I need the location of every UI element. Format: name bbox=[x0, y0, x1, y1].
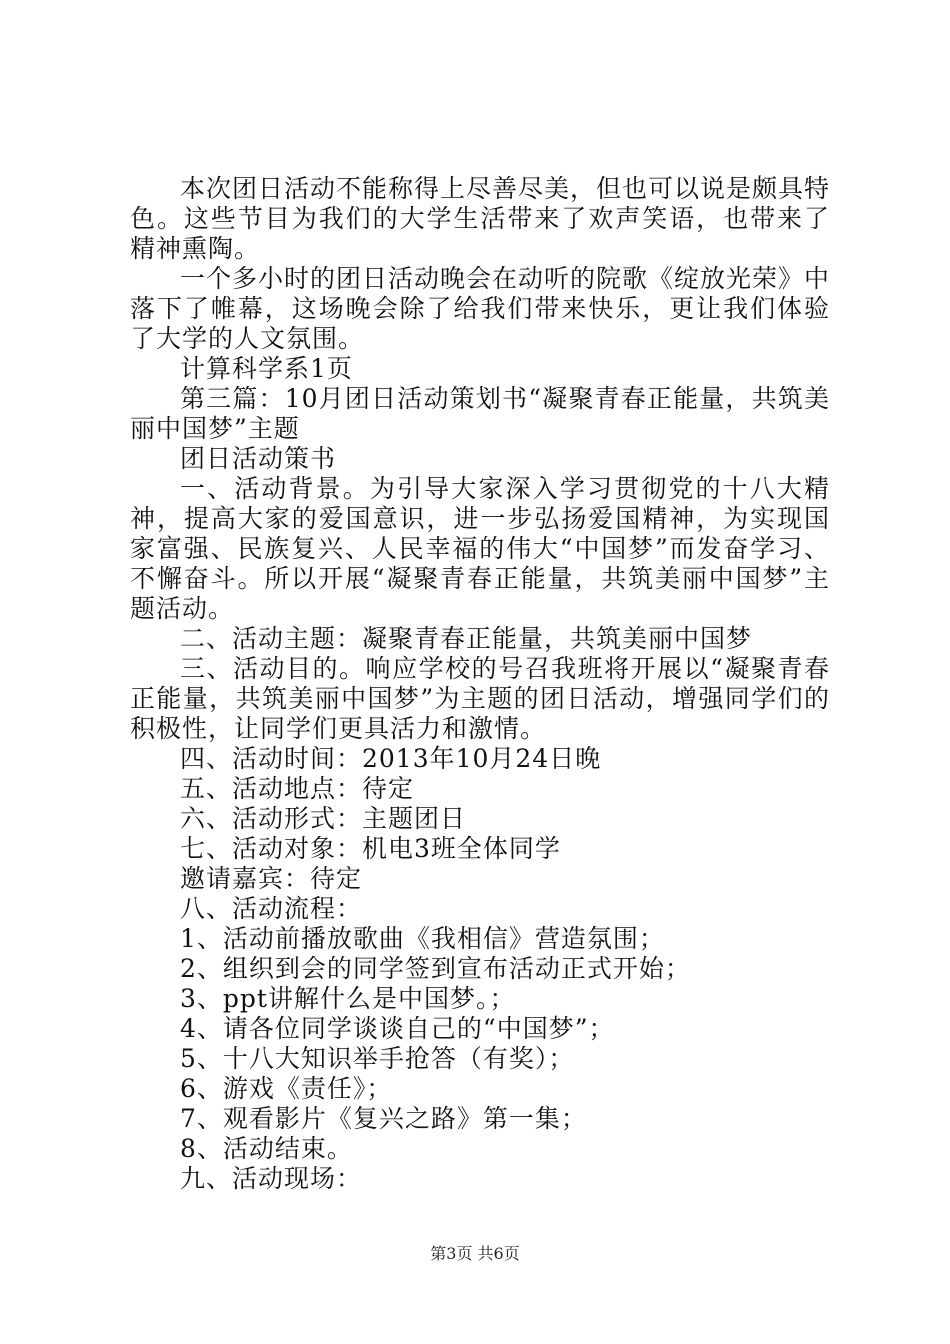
list-item: 3、ppt讲解什么是中国梦。； bbox=[180, 984, 516, 1013]
paragraph: 四、活动时间：2013年10月24日晚 bbox=[180, 744, 602, 773]
list-item: 5、十八大知识举手抢答（有奖）； bbox=[180, 1044, 575, 1073]
paragraph: 七、活动对象：机电3班全体同学 bbox=[180, 834, 561, 863]
list-item: 4、请各位同学谈谈自己的“中国梦”； bbox=[180, 1014, 615, 1043]
paragraph: 计算科学系1页 bbox=[180, 354, 353, 383]
list-item: 7、观看影片《复兴之路》第一集； bbox=[180, 1104, 587, 1133]
paragraph: 本次团日活动不能称得上尽善尽美，但也可以说是颇具特色。这些节目为我们的大学生活带来了欢声笑语，也带来了精神熏陶。 bbox=[130, 174, 831, 263]
paragraph: 五、活动地点：待定 bbox=[180, 774, 415, 803]
paragraph: 八、活动流程： bbox=[180, 894, 363, 923]
page-footer: 第3页 共6页 bbox=[430, 1244, 520, 1263]
list-item: 6、游戏《责任》； bbox=[180, 1074, 393, 1103]
paragraph: 二、活动主题：凝聚青春正能量，共筑美丽中国梦 bbox=[180, 624, 753, 653]
paragraph: 一、活动背景。为引导大家深入学习贯彻党的十八大精神，提高大家的爱国意识，进一步弘扬爱国精神，为实现国家富强、民族复兴、人民幸福的伟大“中国梦”而发奋学习、不懈奋斗。所以开展“凝聚青春正能量，共筑美丽中国梦”主题活动。 bbox=[130, 474, 830, 623]
list-item: 1、活动前播放歌曲《我相信》营造氛围； bbox=[180, 924, 665, 953]
paragraph: 三、活动目的。响应学校的号召我班将开展以“凝聚青春正能量，共筑美丽中国梦”为主题的团日活动，增强同学们的积极性，让同学们更具活力和激情。 bbox=[130, 654, 830, 743]
paragraph: 六、活动形式：主题团日 bbox=[180, 804, 467, 833]
list-item: 2、组织到会的同学签到宣布活动正式开始； bbox=[180, 954, 691, 983]
paragraph: 九、活动现场： bbox=[180, 1164, 363, 1193]
section-title: 第三篇：10月团日活动策划书“凝聚青春正能量，共筑美丽中国梦”主题 bbox=[130, 384, 830, 443]
document-body bbox=[130, 174, 830, 1194]
paragraph: 邀请嘉宾：待定 bbox=[180, 864, 363, 893]
paragraph: 团日活动策书 bbox=[180, 444, 337, 473]
list-item: 8、活动结束。 bbox=[180, 1134, 353, 1163]
paragraph: 一个多小时的团日活动晚会在动听的院歌《绽放光荣》中落下了帷幕，这场晚会除了给我们带来快乐，更让我们体验了大学的人文氛围。 bbox=[130, 264, 831, 353]
